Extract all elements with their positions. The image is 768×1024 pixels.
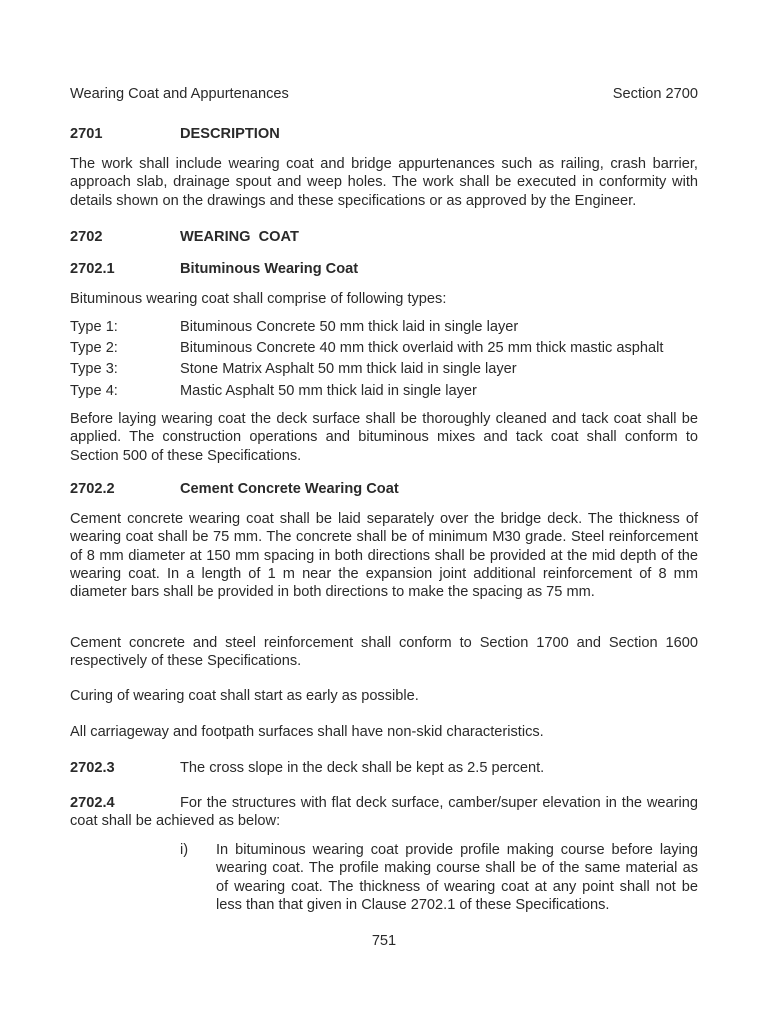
heading-2702 [70, 228, 698, 246]
clause-number: 2702.4 [70, 795, 115, 811]
clause-number: 2702 [70, 229, 103, 245]
description-paragraph: The work shall include wearing coat and bridge appurtenances such as railing, crash barrier, approach slab, drainage spout and weep holes. The work shall be executed in conformity with details shown on the drawings and these specifications or as approved by the Engineer. [70, 156, 698, 209]
type-row [70, 382, 698, 400]
type-label: Type 2: [70, 340, 118, 356]
clause-number: 2702.1 [70, 261, 115, 277]
type-label: Type 1: [70, 319, 118, 335]
running-header [70, 85, 698, 103]
types-intro: Bituminous wearing coat shall comprise of following types: [70, 291, 447, 307]
type-text: Mastic Asphalt 50 mm thick laid in single layer [180, 383, 477, 399]
heading-2701 [70, 125, 698, 143]
clause-title: Bituminous Wearing Coat [180, 261, 359, 277]
curing-paragraph: Curing of wearing coat shall start as early as possible. [70, 688, 419, 704]
clause-text: For the structures with flat deck surface, camber/super elevation in the wearing coat shall be achieved as below: [70, 795, 698, 830]
type-text: Bituminous Concrete 50 mm thick laid in single layer [180, 319, 519, 335]
type-row [70, 339, 698, 357]
clause-title: Cement Concrete Wearing Coat [180, 481, 399, 497]
list-text: In bituminous wearing coat provide profile making course before laying wearing coat. The profile making course shall be of the same material as of wearing coat. The thickness of wearing coat at any point shall not be less than that given in Clause 2702.1 of these Specifications. [216, 842, 698, 913]
heading-2702-2 [70, 480, 698, 498]
heading-2702-1 [70, 260, 698, 278]
type-row [70, 318, 698, 336]
tack-coat-paragraph: Before laying wearing coat the deck surface shall be thoroughly cleaned and tack coat shall be applied. The construction operations and bituminous mixes and tack coat shall conform to Section 500 of these Specifications. [70, 411, 698, 464]
type-row [70, 360, 698, 378]
type-text: Bituminous Concrete 40 mm thick overlaid with 25 mm thick mastic asphalt [180, 340, 664, 356]
list-marker: i) [180, 842, 189, 858]
type-label: Type 3: [70, 361, 118, 377]
type-label: Type 4: [70, 383, 118, 399]
reinforcement-paragraph: Cement concrete and steel reinforcement shall conform to Section 1700 and Section 1600 respectively of these Specifications. [70, 635, 698, 670]
non-skid-paragraph: All carriageway and footpath surfaces shall have non-skid characteristics. [70, 724, 544, 740]
clause-2702-3 [70, 759, 698, 777]
header-title: Wearing Coat and Appurtenances [70, 86, 289, 102]
type-text: Stone Matrix Asphalt 50 mm thick laid in single layer [180, 361, 517, 377]
clause-number: 2702.3 [70, 760, 115, 776]
clause-2702-4 [70, 794, 698, 831]
clause-text: The cross slope in the deck shall be kept as 2.5 percent. [180, 760, 545, 776]
header-section: Section 2700 [612, 86, 698, 102]
concrete-paragraph: Cement concrete wearing coat shall be laid separately over the bridge deck. The thickness of wearing coat shall be 75 mm. The concrete shall be of minimum M30 grade. Steel reinforcement of 8 mm diameter at 150 mm spacing in both directions shall be provided at the mid depth of the wearing coat. In a length of 1 m near the expansion joint additional reinforcement of 8 mm diameter bars shall be provided in both directions to make the spacing as 75 mm. [70, 511, 698, 601]
list-item [180, 841, 698, 914]
clause-number: 2702.2 [70, 481, 115, 497]
clause-number: 2701 [70, 126, 103, 142]
clause-title: WEARING COAT [180, 229, 299, 245]
page-number: 751 [371, 933, 397, 949]
clause-title: DESCRIPTION [180, 126, 280, 142]
